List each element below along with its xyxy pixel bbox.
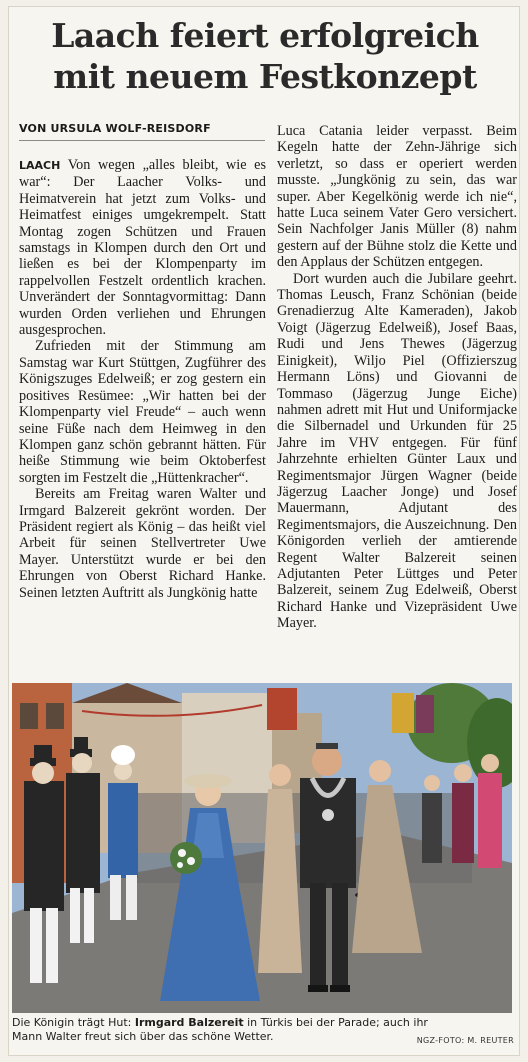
headline-line-1: Laach feiert erfolgreich — [51, 16, 479, 55]
photo-caption — [12, 1016, 442, 1044]
paragraph — [19, 157, 266, 338]
photo-credit: NGZ-FOTO: M. REUTER — [416, 1036, 514, 1045]
caption-lead: Die Königin trägt Hut: — [12, 1016, 132, 1029]
paragraph: Zufrieden mit der Stimmung am Samstag war Kurt Stüttgen, Zugführer des Königszuges Edelweiß; er zog gestern ein positives Resümee: „Wir hatten bei der Klompenparty viel Freude“ – auch wenn seine Füße nach dem Heimweg in den Klompen ganz schön gebrannt hätten. Für heiße Stimmung wie beim Oktoberfest sorgten im Festzelt die „Hüttenkracher“. — [19, 338, 266, 486]
paragraph: Luca Catania leider verpasst. Beim Kegeln hatte der Zehn-Jährige sich verletzt, so dass er operiert werden musste. „Jungkönig zu sein, das war super. Aber Kegelkönig werde ich nie“, hatte Luca seinem Vater Gero versichert. Sein Nachfolger Janis Müller (8) nahm gestern auf der Bühne stolz die Kette und den Applaus der Schützen entgegen. — [277, 123, 517, 271]
headline-line-2: mit neuem Festkonzept — [53, 57, 477, 96]
article-column-2 — [277, 123, 517, 632]
headline — [9, 15, 521, 97]
paragraph-text: Von wegen „alles bleibt, wie es war“: Der Laacher Volks- und Heimatverein hat jetzt zum Volks- und Heimatfest einiges umgekrempelt. Statt Montag zogen Schützen und Frauen samstags in Klompen durch den Ort und ließen es bei der Klompenparty im rappelvollen Festzelt ordentlich krachen. Unverändert der Sonntagvormittag: Dann wurden Orden verliehen und Ehrungen ausgesprochen. — [19, 157, 266, 339]
caption-name: Irmgard Balzereit — [134, 1016, 244, 1029]
caption-text: in Türkis bei der Parade; auch ihr Mann Walter freut sich über das schöne Wetter. — [12, 1016, 428, 1043]
parade-photo — [12, 683, 512, 1013]
byline: VON URSULA WOLF-REISDORF — [19, 122, 265, 141]
dateline: LAACH — [19, 159, 61, 172]
paragraph: Dort wurden auch die Jubilare geehrt. Thomas Leusch, Franz Schönian (beide Grenadierzug Alte Kameraden), Jakob Voigt (Jägerzug Edelweiß), Josef Baas, Rudi und Jens Thewes (Jägerzug Einigkeit), Wiljo Piel (Offizierszug Hermann Löns) und Giovanni de Tommaso (Jägerzug Junge Eiche) nahmen adrett mit Hut und Uniformjacke die Silbernadel und Urkunden für 25 Jahre im VHV entgegen. Für fünf Jahrzehnte erhielten Günter Laux und Regimentsmajor Jürgen Wagner (beide Jägerzug Laacher Jonge) und Josef Mauermann, Adjutant des Regimentsmajors, die Auszeichnung. Den Königorden verlieh der amtierende Regent Walter Balzereit seinen Adjutanten Peter Lüttges und Peter Balzereit, seinem Zug Edelweiß, Oberst Richard Hanke und Vizepräsident Uwe Mayer. — [277, 270, 517, 632]
paragraph: Bereits am Freitag waren Walter und Irmgard Balzereit gekrönt worden. Der Präsident regiert als König – das heißt viel Arbeit für seinen Stellvertreter Uwe Mayer. Unterstützt wurde er bei den Ehrungen von Oberst Richard Hanke. Seinen letzten Auftritt als Jungkönig hatte — [19, 486, 266, 601]
parade-photo-illustration — [12, 683, 512, 1013]
article-column-1 — [19, 157, 266, 601]
